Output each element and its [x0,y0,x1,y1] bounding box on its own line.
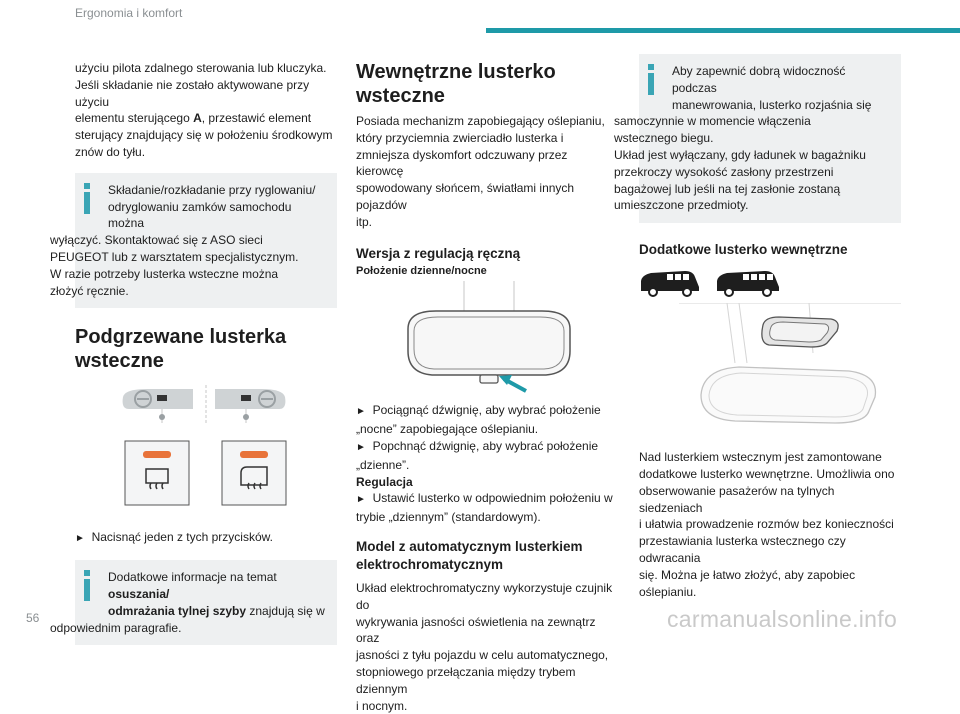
extra-mirror-illustration [639,303,901,431]
info-line: odmrażania tylnej szyby znajdują się w [108,603,325,618]
column-3 [614,54,901,600]
info-line: Dodatkowe informacje na temat osuszania/ [108,570,277,601]
auto-line: Układ elektrochromatyczny wykorzystuje czujnik do [356,580,613,612]
header-accent-bar [486,28,960,33]
intro-line: elementu sterującego A, przestawić element [75,111,312,126]
info-line: umieszczone przedmioty. [614,198,749,213]
info-line: samoczynnie w momencie włączenia [614,114,811,129]
info-line: manewrowania, lusterko rozjaśnia się [672,97,872,112]
auto-mirror-subheading-line: elektrochromatycznym [356,556,504,572]
body-line: przestawiania lusterka wstecznego czy odwracania [639,534,846,565]
intro-line: Posiada mechanizm zapobiegający oślepianiu, [356,114,605,128]
info-line: wstecznego biegu. [614,131,714,146]
info-line: PEUGEOT lub z warsztatem specjalistycznym. [50,249,299,264]
intro-line: sterujący znajdujący się w położeniu środkowym [75,128,333,143]
interior-mirror-heading-line: wsteczne [356,85,445,107]
info-line: bagażowej lub jeśli na tej zasłonie zostaną [614,181,841,196]
auto-line: jasności z tyłu pojazdu w celu automatycznego, [356,648,609,663]
column-1 [50,60,337,645]
auto-line: wykrywania jasności oświetlenia na zewnątrz oraz [356,614,596,646]
extra-mirror-heading: Dodatkowe lusterko wewnętrzne [639,242,848,258]
vehicle-icons [639,269,901,299]
van-long-icon [717,271,779,296]
interior-mirror-heading-line: Wewnętrzne lusterko [356,61,556,83]
heated-mirrors-heading-line: wsteczne [75,350,164,373]
manual-version-subheading: Wersja z regulacją ręczną [356,245,521,261]
heated-mirror-buttons-illustration [75,385,337,515]
info-icon [83,183,93,216]
info-line: W razie potrzeby lusterka wsteczne można [50,266,279,281]
info-icon [647,64,657,97]
intro-line: znów do tyłu. [75,144,146,159]
intro-line: który przyciemnia zwierciadło lusterka i [356,130,564,145]
info-line: złożyć ręcznie. [50,283,129,298]
step-line: „dzienne”. [356,457,410,472]
body-line: i ułatwia prowadzenie rozmów bez konieczności [639,517,894,532]
adjust-line: ► Ustawić lusterko w odpowiednim położeniu w [356,491,613,506]
day-night-label: Położenie dzienne/nocne [356,264,487,277]
info-line: przekroczy wysokość zasłony przestrzeni [614,164,834,179]
intro-line: Jeśli składanie nie zostało aktywowane przy użyciu [75,77,310,109]
body-line: Nad lusterkiem wstecznym jest zamontowane [639,450,882,465]
info-icon [83,570,93,603]
auto-mirror-subheading-line: Model z automatycznym lusterkiem [356,538,583,554]
info-line: wyłączyć. Skontaktować się z ASO sieci [50,233,263,248]
step-line: ► Pociągnąć dźwignię, aby wybrać położenie [356,403,601,418]
adjustment-label: Regulacja [356,474,413,489]
info-box-defrost [50,560,337,645]
body-line: się. Można je łatwo złożyć, aby zapobiec oślepianiu. [639,567,856,599]
heated-mirrors-heading-line: Podgrzewane lusterka [75,326,287,349]
info-line: Składanie/rozkładanie przy ryglowaniu/ [108,182,316,197]
van-icon [641,271,699,296]
instruction-line: ► Nacisnąć jeden z tych przycisków. [75,530,273,545]
info-line: Układ jest wyłączany, gdy ładunek w bagażniku [614,147,866,162]
intro-line: spowodowany słońcem, światłami innych pojazdów [356,181,575,212]
intro-line: zmniejsza dyskomfort odczuwany przez kierowcę [356,147,568,179]
manual-mirror-illustration [356,281,618,394]
intro-line: itp. [356,214,373,229]
body-line: dodatkowe lusterko wewnętrzne. Umożliwia ono [639,466,895,481]
watermark: carmanualsonline.info [667,606,898,632]
info-box-reverse [614,54,901,223]
auto-line: stopniowego przełączania między trybem dziennym [356,664,576,696]
intro-line: użyciu pilota zdalnego sterowania lub kluczyka. [75,61,327,75]
info-line: odpowiednim paragrafie. [50,620,182,635]
body-line: obserwowanie pasażerów na tylnych siedzeniach [639,483,835,515]
auto-line: i nocnym. [356,698,408,713]
page-number: 56 [26,611,40,625]
column-2 [356,60,618,714]
header-section-title: Ergonomia i komfort [75,6,183,20]
info-box-folding [50,173,337,309]
step-line: ► Popchnąć dźwignię, aby wybrać położenie [356,438,599,453]
info-line: Aby zapewnić dobrą widoczność podczas [672,64,846,95]
step-line: „nocne” zapobiegające oślepianiu. [356,422,539,437]
adjust-line: trybie „dziennym” (standardowym). [356,510,541,525]
info-line: odryglowaniu zamków samochodu można [108,199,292,231]
